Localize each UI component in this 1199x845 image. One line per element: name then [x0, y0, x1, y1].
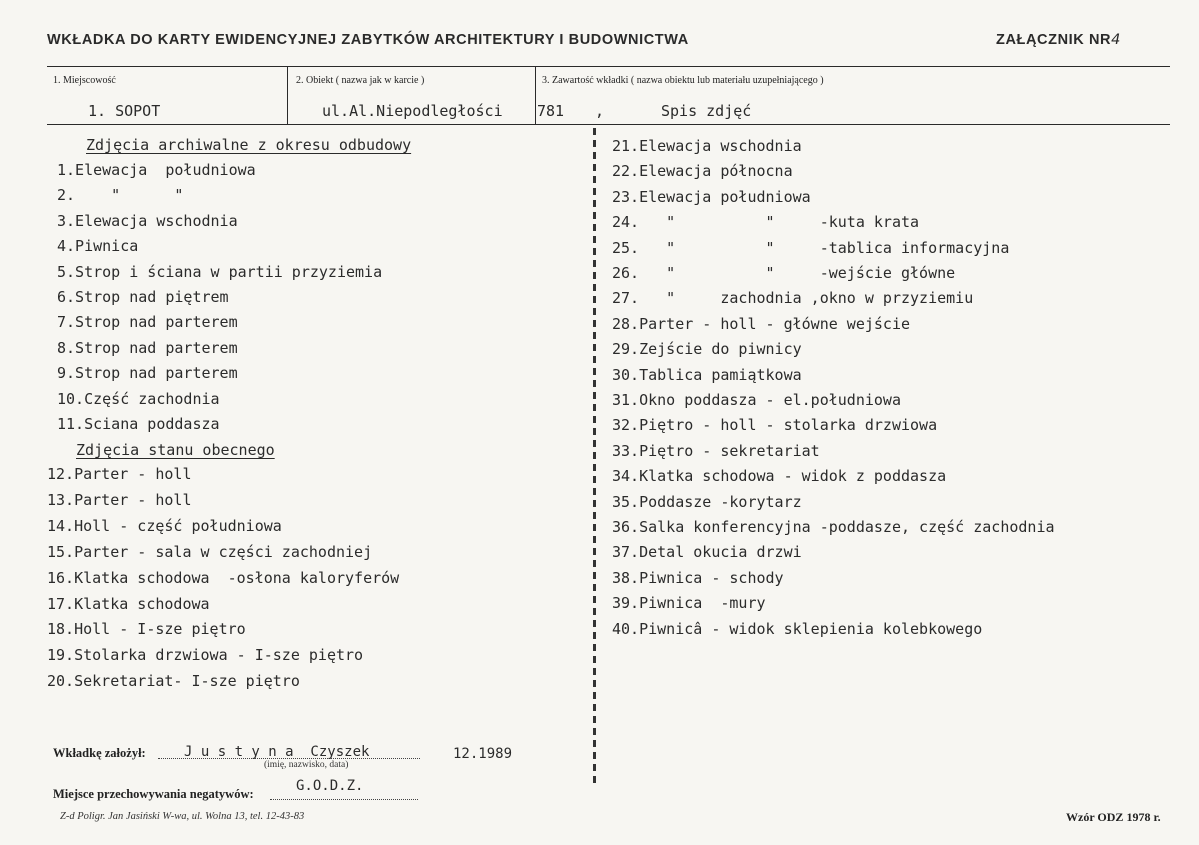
photo-list-item: 17.Klatka schodowa	[47, 594, 210, 613]
photo-list-item: 1.Elewacja południowa	[57, 161, 256, 179]
divider-dot	[593, 644, 596, 651]
photo-list-item: 11.Sciana poddasza	[57, 415, 220, 433]
divider-dot	[593, 416, 596, 423]
photo-list-item: 9.Strop nad parterem	[57, 364, 238, 383]
author-label: Wkładkę założył:	[53, 746, 146, 760]
annex-label	[996, 32, 1121, 48]
photo-list-item: 40.Piwnicâ - widok sklepienia kolebkowego	[612, 619, 983, 638]
divider-dot	[593, 260, 596, 267]
divider-dot	[593, 716, 596, 723]
divider-dot	[593, 668, 596, 675]
column-label-object: 2. Obiekt ( nazwa jak w karcie )	[296, 75, 425, 86]
object-comma: ,	[595, 102, 605, 120]
column-divider-2	[535, 66, 536, 124]
photo-list-item: 10.Część zachodnia	[57, 389, 220, 408]
divider-dot	[593, 212, 596, 219]
author-hint: (imię, nazwisko, data)	[264, 760, 349, 770]
storage-label: Miejsce przechowywania negatywów:	[53, 787, 254, 801]
divider-dot	[593, 392, 596, 399]
photo-list-item: 8.Strop nad parterem	[57, 338, 238, 357]
divider-dot	[593, 464, 596, 471]
photo-list-item: 33.Piętro - sekretariat	[612, 441, 820, 460]
photo-list-item: 23.Elewacja południowa	[612, 187, 811, 206]
contents-value: Spis zdjęć	[661, 102, 752, 120]
photo-list-item: 19.Stolarka drzwiowa - I-sze piętro	[47, 646, 364, 665]
form-code: Wzór ODZ 1978 r.	[1066, 810, 1161, 824]
annex-prefix: ZAŁĄCZNIK NR	[996, 32, 1112, 48]
divider-dot	[593, 764, 596, 771]
photo-list-item: 30.Tablica pamiątkowa	[612, 365, 802, 384]
photo-list-item: 35.Poddasze -korytarz	[612, 492, 802, 511]
storage-dotted-line	[270, 799, 418, 800]
divider-dot	[593, 656, 596, 663]
divider-dot	[593, 752, 596, 759]
divider-dot	[593, 536, 596, 543]
divider-dot	[593, 500, 596, 507]
divider-dot	[593, 620, 596, 627]
divider-dot	[593, 548, 596, 555]
divider-dot	[593, 128, 596, 135]
divider-dot	[593, 476, 596, 483]
photo-list-item: 25. " " -tablica informacyjna	[612, 238, 1010, 257]
divider-dot	[593, 596, 596, 603]
divider-dot	[593, 236, 596, 243]
divider-dot	[593, 440, 596, 447]
photo-list-item: 3.Elewacja wschodnia	[57, 211, 238, 230]
divider-dot	[593, 248, 596, 255]
author-date: 12.1989	[453, 746, 513, 762]
photo-list-item: 20.Sekretariat- I-sze piętro	[47, 672, 300, 691]
divider-dot	[593, 692, 596, 699]
divider-dot	[593, 740, 596, 747]
divider-dot	[593, 632, 596, 639]
divider-dot	[593, 284, 596, 291]
divider-dot	[593, 680, 596, 687]
divider-dot	[593, 188, 596, 195]
object-number: 781	[537, 102, 565, 120]
divider-dot	[593, 164, 596, 171]
divider-dot	[593, 140, 596, 147]
divider-dot	[593, 224, 596, 231]
divider-dot	[593, 152, 596, 159]
photo-list-item: 6.Strop nad piętrem	[57, 288, 229, 306]
column-label-contents: 3. Zawartość wkładki ( nazwa obiektu lub materiału uzupełniającego )	[542, 75, 824, 86]
photo-list-item: 4.Piwnica	[57, 237, 139, 256]
divider-dot	[593, 488, 596, 495]
photo-list-item: 32.Piętro - holl - stolarka drzwiowa	[612, 416, 938, 435]
photo-list-item: 22.Elewacja północna	[612, 162, 793, 181]
divider-dot	[593, 608, 596, 615]
divider-dot	[593, 320, 596, 327]
photo-list-item: 29.Zejście do piwnicy	[612, 340, 802, 359]
photo-list-item: 7.Strop nad parterem	[57, 313, 238, 332]
divider-dot	[593, 380, 596, 387]
divider-dot	[593, 524, 596, 531]
divider-dot	[593, 296, 596, 303]
photo-list-item: 24. " " -kuta krata	[612, 213, 920, 232]
photo-list-item: 27. " zachodnia ,okno w przyziemiu	[612, 289, 974, 308]
photo-list-item: 15.Parter - sala w części zachodniej	[47, 542, 373, 561]
divider-dot	[593, 308, 596, 315]
divider-dot	[593, 704, 596, 711]
column-divider-1	[287, 66, 288, 124]
divider-dot	[593, 332, 596, 339]
place-value: 1. SOPOT	[88, 102, 161, 120]
divider-dot	[593, 572, 596, 579]
annex-number: 4	[1111, 32, 1121, 48]
photo-list-item: 38.Piwnica - schody	[612, 568, 784, 587]
photo-list-item: 34.Klatka schodowa - widok z poddasza	[612, 467, 947, 486]
photo-list-item: 21.Elewacja wschodnia	[612, 137, 802, 155]
divider-dot	[593, 344, 596, 351]
photo-list-item: 12.Parter - holl	[47, 465, 192, 483]
storage-value: G.O.D.Z.	[296, 778, 364, 794]
divider-dot	[593, 584, 596, 591]
photo-list-item: 13.Parter - holl	[47, 490, 192, 509]
header-top-rule	[47, 66, 1170, 67]
divider-dot	[593, 356, 596, 363]
photo-list-item: 28.Parter - holl - główne wejście	[612, 314, 911, 333]
photo-list-item: 14.Holl - część południowa	[47, 516, 282, 535]
document-title: WKŁADKA DO KARTY EWIDENCYJNEJ ZABYTKÓW ARCHITEKTURY I BUDOWNICTWA	[47, 32, 689, 48]
section-heading-archival: Zdjęcia archiwalne z okresu odbudowy	[86, 136, 412, 154]
photo-list-item: 36.Salka konferencyjna -poddasze, część zachodnia	[612, 518, 1055, 536]
divider-dot	[593, 512, 596, 519]
divider-dot	[593, 176, 596, 183]
divider-dot	[593, 272, 596, 279]
divider-dot	[593, 776, 596, 783]
photo-list-item: 37.Detal okucia drzwi	[612, 543, 802, 562]
divider-dot	[593, 428, 596, 435]
printer-imprint: Z-d Poligr. Jan Jasiński W-wa, ul. Wolna 13, tel. 12-43-83	[60, 811, 305, 822]
divider-dot	[593, 404, 596, 411]
author-value: J u s t y n a Czyszek	[184, 744, 370, 760]
photo-list-item: 16.Klatka schodowa -osłona kaloryferów	[47, 568, 400, 587]
section-heading-current: Zdjęcia stanu obecnego	[76, 441, 275, 459]
photo-list-item: 5.Strop i ściana w partii przyziemia	[57, 262, 383, 281]
divider-dot	[593, 560, 596, 567]
divider-dot	[593, 452, 596, 459]
header-bottom-rule	[47, 124, 1170, 125]
photo-list-item: 18.Holl - I-sze piętro	[47, 620, 246, 639]
photo-list-item: 26. " " -wejście główne	[612, 264, 956, 282]
divider-dot	[593, 368, 596, 375]
divider-dot	[593, 728, 596, 735]
photo-list-item: 39.Piwnica -mury	[612, 594, 766, 613]
column-label-place: 1. Miejscowość	[53, 75, 116, 86]
center-divider	[593, 128, 599, 788]
object-value: ul.Al.Niepodległości	[322, 102, 503, 120]
photo-list-item: 31.Okno poddasza - el.południowa	[612, 391, 901, 409]
photo-list-item: 2. " "	[57, 186, 184, 205]
divider-dot	[593, 200, 596, 207]
